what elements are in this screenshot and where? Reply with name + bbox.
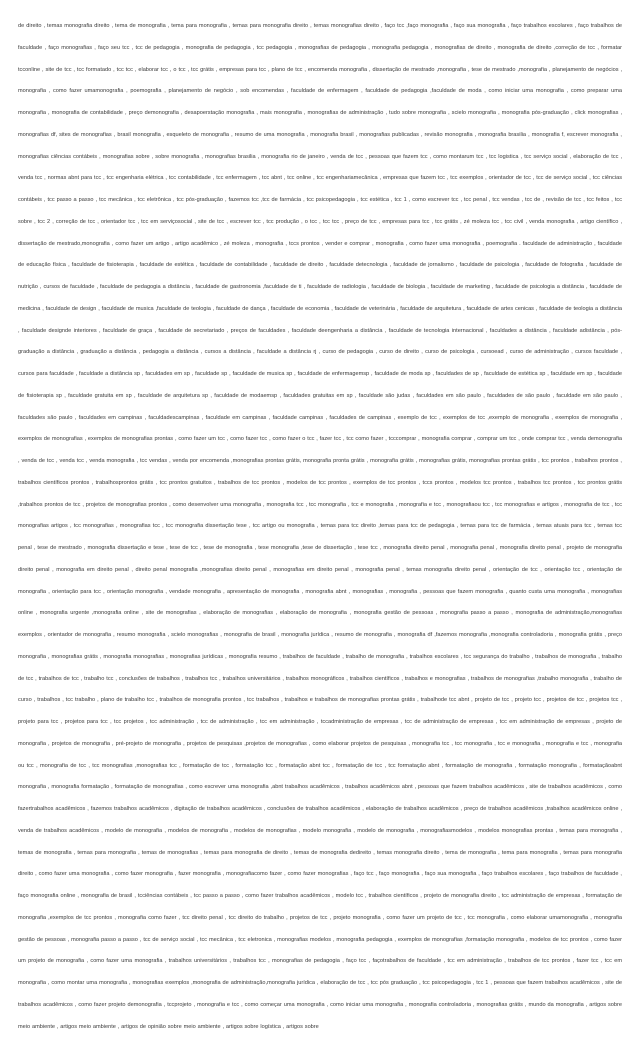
keyword-paragraph: de direito , temas monografia direito , tema de monografia , tema para monografia , temas para monografia direito , temas monografias direito , faço tcc ,faço monografia , faço sua monografia , faço trabalhos escolares , faço trabalhos de faculdade , faço monografias , faço seu tcc , tcc de pedagogia , monografia de pedagogia , tcc pedagogia , monografias de pedagogia , monografia pedagogia , monografias de direito , monografia de direito ,correção de tcc , formatar tcconline , site de tcc , tcc formatado , tcc tcc , elaborar tcc , o tcc , tcc grátis , empresas para tcc , plano de tcc , encomenda monografia , dissertação de mestrado ,monografia , tese de mestrado ,monografia , planejamento de negócios , monografia , como fazer umamonografia , poemografia , planejamento de negócio , sob encomendas , faculdade de enfermagem , faculdade de pedagogia ,faculdade de moda , como iniciar uma monografia , como preparar uma monografia , monografia de contabilidade , preço demonografia , desapoerstação monografia , mais monografia , monografias de administração , tudo sobre monografia , scielo monografia , monografia pós-graduação , click monografias , monografias df, sites de monografias , brasil monografia , esqueleto de monografia , resumo de uma monografia , monografia brasil , monografias publicadas , revisão monografia , monografia brasilia , monografia f, escrever monografia , monografias ciências contábeis , monografias sobre , sobre monografia , monografias brasilia , monografia rio de janeiro , venda de tcc , pessoas que fazem tcc , como montarum tcc , tcc logistica , tcc serviço social , elaboração de tcc , venda tcc , normas abnt para tcc , tcc engenharia elétrica , tcc contabilidade , tcc enfermagem , tcc abnt , tcc online , tcc engenhariamecânica , empresas que fazem tcc , tcc exemplos , orientador de tcc , tcc de serviço social , tcc ciências contábeis , tcc passo a passo , tcc mecânica , tcc eletrônica , tcc pós-graduação , fazemos tcc ,tcc de farmácia , tcc psicopedagogia , tcc estética , tcc 1 , como escrever tcc , tcc penal , tcc vendas , tcc de , revisão de tcc , tcc feitos , tcc sobre , tcc 2 , correção de tcc , orientador tcc , tcc em serviçosocial , site de tcc , escrever tcc , tcc produção , o tcc , tcc tcc , preço de tcc , empresas para tcc , tcc grátis , zé moleza tcc , tcc civil , venda monografia , artigo científico , dissertação de mestrado,monografia , como fazer um artigo , artigo acadêmico , zé moleza , monografia , tccs prontos , vender e comprar , monografia , como fazer uma monografia , poemografia . faculdade de administração , faculdade de educação física , faculdade de fisioterapia , faculdade de estética , faculdade de contabilidade , faculdade de direito , faculdade detecnologia , faculdade de jornalismo , faculdade de psicologia , faculdade de fotografia , faculdade de nutrição , cursos de faculdade , faculdade de pedagogia a distância , faculdade de gastronomia ,faculdade de ti , faculdade de radiologia , faculdade de biologia , faculdade de marketing , faculdade de psicologia a distância , faculdade de medicina , faculdade de design , faculdade de musica ,faculdade de teologia , faculdade de dança , faculdade de economia , faculdade de veterinária , faculdade de arquitetura , faculdade de artes cenicas , faculdade de teologia a distância , faculdade designde interiores , faculdade de graça , faculdade de secretariado , preços de faculdades , faculdade deengenharia a distância , faculdade de tecnologia internacional , faculdades a distância , faculdade adistância , pós-graduação a distância , graduação a distância , pedagogia a distância , cursos a distância , faculdade a distância rj , curso de pedagogia , curso de direito , curso de psicologia , cursoead , curso de administração , cursos faculdade , cursos para faculdade , faculdade a distância sp , faculdades em sp , faculdade sp , faculdade de musica sp , faculdade de enfermagemsp , faculdade de moda sp , faculdades de sp , faculdade de estética sp , faculdade em sp , faculdade de fisioterapia sp , faculdade gratuita em sp , faculdade de arquitetura sp , faculdade de modaemsp , faculdades gratuitas em sp , faculdade são judas , faculdades em são paulo , faculdades de são paulo , faculdade em são paulo , faculdades são paulo , faculdades em campinas , faculdadescampinas , faculdade em campinas , faculdade campinas , faculdades de campinas , exemplo de tcc , exemplos de tcc ,exemplo de monografia , exemplos de monografia , exemplos de monografias , exemplos de monografias prontas , como fazer um tcc , como fazer tcc , como fazer o tcc , fazer tcc , tcc como fazer , tcccomprar , monografia comprar , comprar um tcc , onde comprar tcc , venda demonografia , venda de tcc , venda tcc , venda monografia , tcc vendas , venda por encomenda ,monografias prontas grátis, monografia pronta grátis , monografia grátis , monografias grátis, monografias prontas grátis , tcc prontos , trabalhos prontos , trabalhos científicos prontos , trabalhosprontos grátis , tcc prontos gratuitos , trabalhos de tcc prontos , modelos de tcc prontos , exemplos de tcc prontos , tccs prontos , modelos tcc prontos , trabalhos tcc prontos , tcc prontos grátis ,trabalhos prontos de tcc , projetos de monografias prontos , como desenvolver uma monografia , monografia tcc , tcc monografia , tcc e monografia , monografia e tcc , monografiaou tcc , tcc monografias e artigos , monografia de tcc , tcc monografias artigos , tcc monografias , monografias tcc , tcc monografia dissertação tese , tcc artigo ou monografia , temas para tcc direito ,temas para tcc de pedagogia , temas para tcc de farmácia , temas atuais para tcc , temas tcc penal , tese de mestrado , monografia dissertação e tese , tese de tcc , tese de monografia , tese monografia ,tese de dissertação , tese tcc , monografia direito penal , monografia penal , monografia direito penal , projeto de monografia direito penal , monografia em direito penal , direito penal monografia ,monografias direito penal , monografias em direito penal , monografia penal , temas monografia direito penal , orientação de tcc , orientação tcc , orientação de monografia , orientação para tcc , orientação monografia , vendade monografia , apresentação de monografia , monografia abnt , monografias , monografia , pessoas que fazem monografia , quanto custa uma monografia , monografias online , monografia urgente ,monografia online , site de monografias , elaboração de monografias , elaboração de monografia , monografia gestão de pessoas , monografia passo a passo , monografia de administração,monografias exemplos , orientador de monografia , resumo monografia , scielo monografias , monografia de brasil , monografia jurídica , resumo de monografia , monografia df ,fazemos monografia ,monografia controladoria , monografia grátis , preço monografia , monografias grátis , monografia monografias , monografias jurídicas , monografia resumo , trabalhos de faculdade , trabalho de monografia , trabalhos escolares , tcc segurança do trabalho , trabalhos de monografia , trabalho de tcc , trabalhos de tcc , trabalho tcc , conclusões de trabalhos , trabalhos tcc , trabalhos universitários , trabalhos monográficos , trabalhos científicos , trabalhos e monografias , trabalhos de monografias ,trabalho monografia , trabalho de curso , trabalhos , tcc trabalho , plano de trabalho tcc , trabalhos de monografia prontos , tcc trabalhos , trabalhos e trabalhos de monografias prontas grátis , trabalhode tcc abnt , projeto de tcc , projeto tcc , projetos de tcc , projetos tcc , projeto para tcc , projetos para tcc , tcc projetos , tcc administração , tcc de administração , tcc em administração , tccadministração de empresas , tcc de administração de empresas , tcc em administração de empresas , projeto de monografia , projetos de monografia , pré-projeto de monografia , projetos de pesquisas ,projetos de monografias , como elaborar projetos de pesquisas , monografia tcc , tcc monografia , tcc e monografia , monografia e tcc , monografia ou tcc , monografia de tcc , tcc monografias ,monografias tcc , formatação de tcc , formatação tcc , formatação abnt tcc , formatação de tcc , tcc formatação abnt , formatação de monografia , formatação monografia , formataçãoabnt monografia , monografia formatação , formatação de monografias , como escrever uma monografia ,abnt trabalhos acadêmicos , trabalhos acadêmicos abnt , pessoas que fazem trabalhos acadêmicos , site de trabalhos acadêmicos , como fazertrabalhos acadêmicos , fazemos trabalhos acadêmicos , digitação de trabalhos acadêmicos , conclusões de trabalhos acadêmicos , elaboração de trabalhos acadêmicos , preço de trabalhos acadêmicos ,trabalhos acadêmicos online , venda de trabalhos acadêmicos , modelo de monografia , modelos de monografia , modelos de monografias , modelo monografia , modelo de monografia , monografiasmodelos , modelos monografias prontas , temas para monografia , temas de monografia , temas para monografia , temas de monografias , temas para monografia de direito , temas de monografia dedireito , temas monografia direito , tema de monografia , tema para monografia , temas para monografia direito , como fazer uma monografia , como fazer monografia , fazer monografia , monografiacomo fazer , como fazer monografias , faço tcc , faço monografia , faço sua monografia , faço trabalhos escolares , faço trabalhos de faculdade , faço monografia online , monografia de brasil , tcciências contábeis , tcc passo a passo , como fazer trabalhos acadêmicos , modelo tcc , trabalhos científicos , projeto de monografia direito , tcc administração de empresas , formatação de monografia ,exemplos de tcc prontos , monografia como fazer , tcc direito penal , tcc direito do trabalho , projetos de tcc , projeto monografia , como fazer um projeto de tcc , tcc monografia , como elaborar umamonografia , monografia gestão de pessoas , monografia passo a passo , tcc de serviço social , tcc mecânica , tcc eletronica , monografias modelos , monografia pedagogia , exemplos de monografias ,formatação monografia , modelos de tcc prontos , como fazer um projeto de monografia , como fazer uma monografia , trabalhos universitários , trabalhos tcc , monografias de pedagogia , faço tcc , façotrabalhos de faculdade , tcc em administração , trabalhos de tcc prontos , fazer tcc , tcc em monografia , como montar uma monografia , monografias exemplos ,monografia de administração,monografia jurídica , elaboração de tcc , tcc pós graduação , tcc psicopedagogia , tcc 1 , pessoas que fazem trabalhos acadêmicos , site de trabalhos acadêmicos , como fazer projeto demonografia , tccprojeto , monografia e tcc , como começar uma monografia , como iniciar uma monografia , monografia controladoria , monografias grátis , mundo da monografia , artigos sobre meio ambiente , artigos meio ambiente , artigos de opinião sobre meio ambiente , artigos sobre logística , artigos sobre <box>18 23 622 1030</box>
document-page <box>18 16 622 1030</box>
